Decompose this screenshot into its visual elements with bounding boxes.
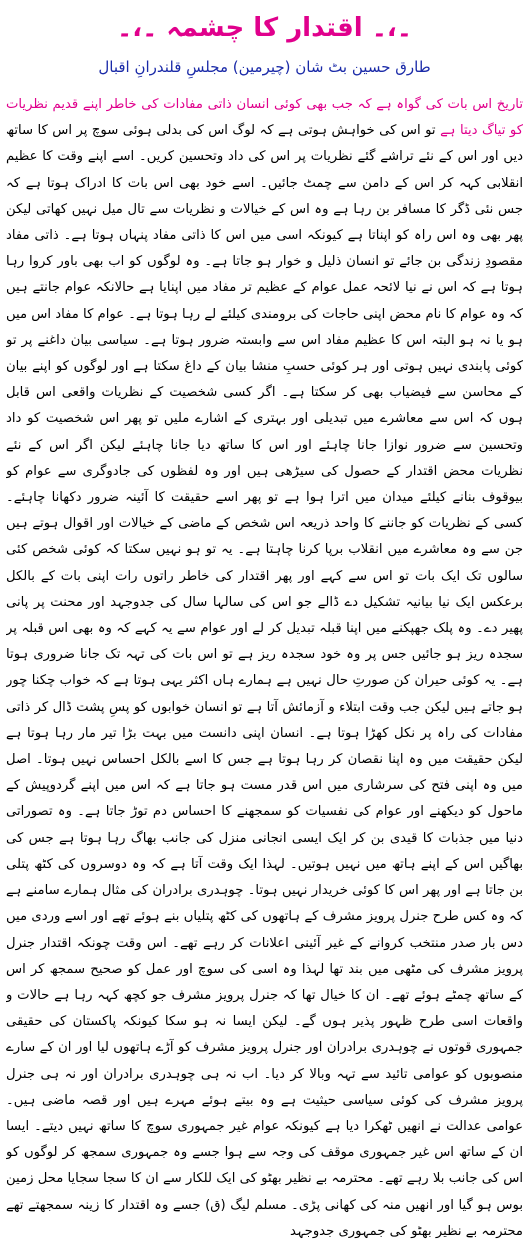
article-title: ۔،۔ اقتدار کا چشمہ ۔،۔ (116, 13, 413, 43)
article-body-text: تو اس کی خواہش ہوتی ہے کہ لوگ اس کی بدلی ہوئی سوچ پر اس کا ساتھ دیں اور اس کے نئے تراشے گئے نظریات پر اس کی داد وتحسین کریں۔ اسے اپنے وقت کا عظیم انقلابی کہہ کر اس کے دامن سے چمٹ جائیں۔ اسے خود بھی اس بات کا ادراک ہوتا ہے کہ جس نئی ڈگر کا مسافر بن رہا ہے وہ اس کے خیالات و نظریات سے تال میل نہیں کھاتی لیکن پھر بھی وہ اس راہ کو اپناتا ہے کیونکہ اسی میں اس کا ذاتی مفاد پنہاں ہوتا ہے۔ ذاتی مفاد مقصودِ زندگی بن جائے تو انسان ذلیل و خوار ہو جاتا ہے۔ وہ لوگوں کو اب بھی باور کروا رہا ہوتا ہے کہ اس نے نیا لائحہ عمل عوام کے عظیم تر مفاد میں اپنایا ہے حالانکہ عوام جانتے ہیں کہ وہ عوام کا نام محض اپنی حاجات کی برومندی کیلئے لے رہا ہوتا ہے۔ عوام کا مفاد اس میں ہو یا نہ ہو البتہ اس کا عظیم مفاد اس سے وابستہ ضرور ہوتا ہے۔ سیاسی بیان داغنے پر تو کوئی پابندی نہیں ہوتی اور ہر کوئی حسبِ منشا بیان کے داغ سکتا ہے اور لوگوں کو اپنے بیان کے محاسن سے فیضیاب بھی کر سکتا ہے۔ اگر کسی شخصیت کے نظریات واقعی اس قابل ہوں کہ اس سے معاشرے میں تبدیلی اور بہتری کے اشارے ملیں تو پھر اس شخصیت کو داد وتحسین سے ضرور نوازا جانا چاہئے اور اس کا ساتھ دیا جانا چاہئے لیکن اگر اس کے نئے نظریات محض اقتدار کے حصول کی سیڑھی ہیں اور وہ لفظوں کی جادوگری سے عوام کو بیوقوف بنانے کیلئے میدان میں اترا ہوا ہے تو پھر اسے حقیقت کا آئینہ ضرور دکھانا چاہئے۔ کسی کے نظریات کو جاننے کا واحد ذریعہ اس شخص کے ماضی کے خیالات اور اقوال ہوتے ہیں جن سے وہ معاشرے میں انقلاب برپا کرنا چاہتا ہے۔ یہ تو ہو نہیں سکتا کہ کوئی شخص کئی سالوں تک ایک بات تو اس سے کہے اور پھر اقتدار کی خاطر راتوں رات اپنی بات کے بالکل برعکس ایک نیا بیانیہ تشکیل دے ڈالے جو اس کی سالہا سال کی جدوجہد اور محنت پر پانی پھیر دے۔ وہ پلک جھپکنے میں اپنا قبلہ تبدیل کر لے اور عوام سے یہ کہے کہ وہ بھی اس قبلہ پر سجدہ ریز ہو جائیں جس پر وہ خود سجدہ ریز ہے تو اس بات کی تہہ تک جانا ضروری ہوتا ہے۔ یہ کوئی حیران کن صورتِ حال نہیں ہے ہمارے ہاں اکثر یہی ہوتا ہے کہ خواب چکنا چور ہو جاتے ہیں لیکن جب وقت ابتلاء و آزمائش آتا ہے تو انسان خوابوں کو پسِ پشت ڈال کر ذاتی مفادات کی راہ پر نکل کھڑا ہوتا ہے۔ انسان اپنی دانست میں بہت بڑا تیر مار رہا ہوتا ہے لیکن حقیقت میں وہ اپنا نقصان کر رہا ہوتا ہے جس کا اسے بالکل احساس نہیں ہوتا۔ اصل میں وہ اپنی فتح کی سرشاری میں اس قدر مست ہو جاتا ہے کہ اس میں اپنے گردوپیش کے ماحول کو دیکھنے اور عوام کی نفسیات کو سمجھنے کا احساس دم توڑ جاتا ہے۔ وہ تصوراتی دنیا میں جذبات کا قیدی بن کر ایک ایسی انجانی منزل کی جانب بھاگ رہا ہوتا ہے جس کی بھاگیں اس کے اپنے ہاتھ میں نہیں ہوتیں۔ لہذا ایک وقت آتا ہے کہ وہ دوسروں کی کٹھ پتلی بن جاتا ہے اور پھر اس کا کوئی خریدار نہیں ہوتا۔ چوہدری برادران کی مثال ہمارے سامنے ہے کہ وہ کس طرح جنرل پرویز مشرف کے ہاتھوں کی کٹھ پتلیاں بنے ہوئے تھے اور اسے وردی میں دس بار صدر منتخب کروانے کے غیر آئینی اعلانات کر رہے تھے۔ اس وقت چونکہ اقتدار جنرل پرویز مشرف کی مٹھی میں بند تھا لہذا وہ اسی کی سوچ اور عمل کو صحیح سمجھ کر اس کے ساتھ چمٹے ہوئے تھے۔ ان کا خیال تھا کہ جنرل پرویز مشرف جو کچھ کہہ رہا ہے حالات و واقعات اسی طرح ظہور پذیر ہوں گے۔ لیکن ایسا نہ ہو سکا کیونکہ پاکستان کی حقیقی جمہوری قوتوں نے چوہدری برادران اور جنرل پرویز مشرف کو آڑے ہاتھوں لیا اور ان کے سارے منصوبوں کو عوامی تائید سے تہہ وبالا کر دیا۔ اب نہ ہی چوہدری برادران اور نہ ہی جنرل پرویز مشرف کی کوئی سیاسی حیثیت ہے وہ بیتے ہوئے مہرے ہیں اور قصہ ماضی ہیں۔ عوامی عدالت نے انھیں ٹھکرا دیا ہے کیونکہ عوام غیر جمہوری سوچ کا ساتھ نہیں دیتے۔ ایسا ان کے ساتھ اس غیر جمہوری موقف کی وجہ سے ہوا جسے وہ جمہوری سمجھ کر لوگوں کو اس کی جانب بلا رہے تھے۔ محترمہ بے نظیر بھٹو کی ایک للکار سے ان کا سجا سجایا محل زمین بوس ہو گیا اور انھیں منہ کی کھانی پڑی۔ مسلم لیگ (ق) جسے وہ اقتدار کا زینہ سمجھتے تھے محترمہ بے نظیر بھٹو کی جمہوری جدوجہد (6, 123, 523, 1239)
article-opening-sentence: تاریخ اس بات کی گواہ ہے کہ جب بھی کوئی انسان ذاتی مفادات کی خاطر اپنے قدیم نظریات کو تیاگ دیتا ہے (6, 97, 523, 139)
article-byline: طارق حسین بٹ شان (چیرمین) مجلسِ قلندرانِ اقبال (98, 58, 431, 76)
article-body (6, 92, 523, 1252)
